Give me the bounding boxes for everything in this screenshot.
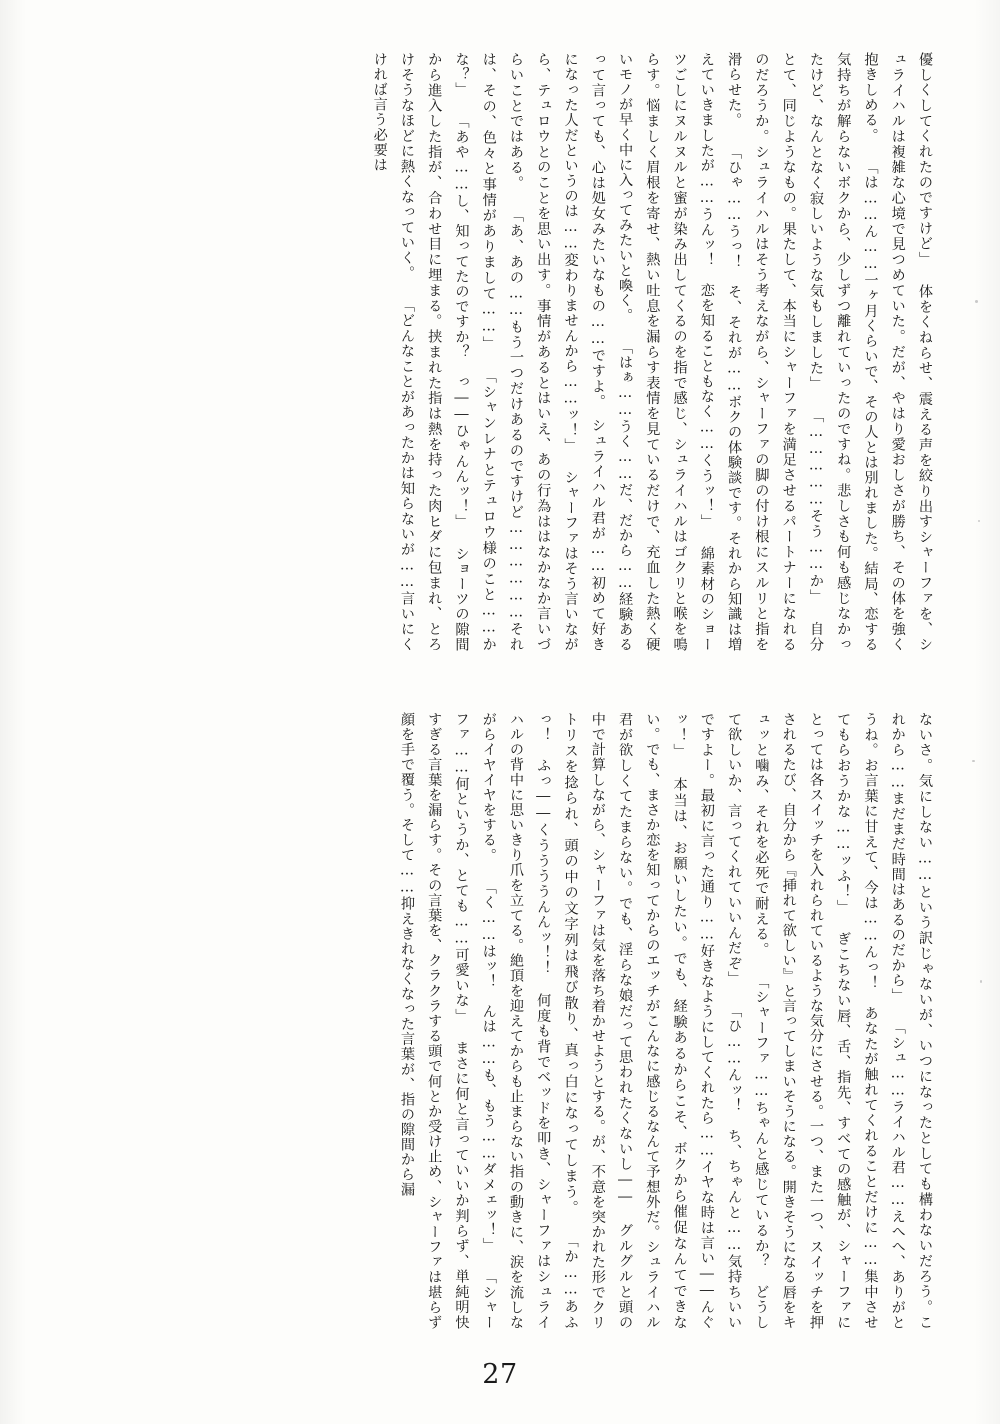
- body-text-bottom-block: [78, 712, 938, 1330]
- paper-speck: [980, 980, 982, 983]
- paper-speck: [978, 520, 980, 522]
- body-text-bottom: ないさ。気にしない……という訳じゃないが、いつになったとしても構わないだろう。これから……まだまだ時間はあるのだから」 「シュ……ライハル君……えへへ、ありがとうね。お言葉に甘えて、今は……んっ！ あなたが触れてくれることだけに……集中させてもらおうかな……ッふ！」 ぎこちない唇、舌、指先、すべての感触が、シャーファにとっては各スイッチを入れられているような気分にさせる。一つ、また一つ、スイッチを押されるたび、自分から『挿れて欲しい』と言ってしまいそうになる。開きそうになる唇をキュッと噛み、それを必死で耐える。 「シャーファ……ちゃんと感じているか？ どうして欲しいか、言ってくれていいんだぞ」 「ひ……んッ！ ち、ちゃんと……気持ちいいですよー。最初に言った通り……好きなようにしてくれたら……イヤな時は言い――んぐッ！」 本当は、お願いしたい。でも、経験あるからこそ、ボクから催促なんてできない。でも、まさか恋を知ってからのエッチがこんなに感じるなんて予想外だ。シュライハル君が欲しくてたまらない。でも、淫らな娘だって思われたくないし―― グルグルと頭の中で計算しながら、シャーファは気を落ち着かせようとする。が、不意を突かれた形でクリトリスを捻られ、頭の中の文字列は飛び散り、真っ白になってしまう。 「か……あふっ！ ふっ――くううううんんッ！！ 何度も背でベッドを叩き、シャーファはシュライハルの背中に思いきり爪を立てる。絶頂を迎えてからも止まらない指の動きに、涙を流しながらイヤイヤをする。 「く……はッ！ んは……も、もう……ダメェッ！」 「シャーファ……何というか、とても……可愛いな」 まさに何と言っていいか判らず、単純明快すぎる言葉を漏らす。その言葉を、クラクラする頭で何とか受け止め、シャーファは堪らず顔を手で覆う。そして……抑えきれなくなった言葉が、指の隙間から漏: [398, 712, 933, 1330]
- paper-speck: [975, 300, 978, 303]
- page-right-shadow: [974, 0, 1000, 1424]
- paper-speck: [972, 760, 975, 762]
- page-left-shadow: [0, 0, 26, 1424]
- body-text-top-block: [78, 52, 938, 652]
- body-text-top: 優しくしてくれたのですけど」 体をくねらせ、震える声を絞り出すシャーファを、シュライハルは複雑な心境で見つめていた。だが、やはり愛おしさが勝ち、その体を強く抱きしめる。 「は……ん……一ヶ月くらいで、その人とは別れました。結局、恋する気持ちが解らないボクから、少しずつ離れていったのですね。悲しさも何も感じなかったけど、なんとなく寂しいような気もしました」 「……………そう……か」 自分とて、同じようなもの。果たして、本当にシャーファを満足させるパートナーになれるのだろうか。シュライハルはそう考えながら、シャーファの脚の付け根にスルリと指を滑らせた。 「ひゃ……うっ！ そ、それが……ボクの体験談です。それから知識は増えていきましたが……うんッ！ 恋を知ることもなく……くうッ！」 綿素材のショーツごしにヌルヌルと蜜が染み出してくるのを指で感じ、シュライハルはゴクリと喉を鳴らす。悩ましく眉根を寄せ、熱い吐息を漏らす表情を見ているだけで、充血した熱く硬いモノが早く中に入ってみたいと喚く。 「はぁ……うく……だ、だから……経験あるって言っても、心は処女みたいなもの……ですよ。 シュライハル君が……初めて好きになった人だというのは……変わりませんから……ッ！」 シャーファはそう言いながら、テュロウとのことを思い出す。事情があるとはいえ、あの行為ははなかなか言いづらいことではある。 「あ、あの……もう一つだけあるのですけど………………それは、その、色々と事情がありまして……」 「シャンレナとテュロウ様のこと……かな？」 「あや……し、知ってたのですか？ っ――ひゃんんッ！」 ショーツの隙間から進入した指が、合わせ目に埋まる。挟まれた指は熱を持った肉ヒダに包まれ、とろけそうなほどに熱くなっていく。 「どんなことがあったかは知らないが……言いにくければ言う必要は: [371, 52, 933, 652]
- page-number: 27: [482, 1359, 518, 1390]
